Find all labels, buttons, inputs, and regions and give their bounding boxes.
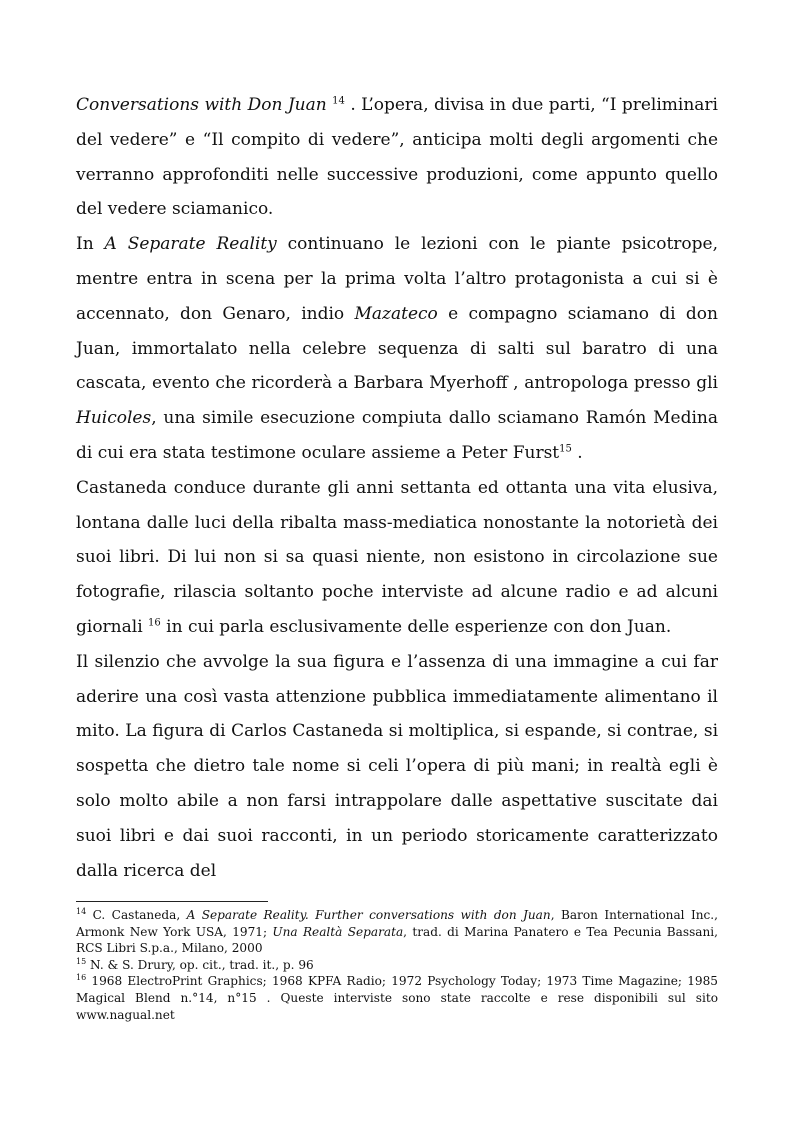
text-span: e compagno sciamano di don Juan, immortalato nella celebre sequenza di salti sul baratro di una cascata, evento che ricorderà a Barbara Myerhoff , antropologa presso gli (76, 303, 718, 394)
text-span: 1968 ElectroPrint Graphics; 1968 KPFA Radio; 1972 Psychology Today; 1973 Time Magazine; 1985 Magical Blend n.°14, n°15 . Queste interviste sono state raccolte e rese disponibili sul sito www.nagual.net (76, 974, 718, 1022)
text-span: , Baron International Inc., Armonk New York USA, 1971; (76, 908, 718, 939)
footnote-ref-15[interactable]: 15 (559, 443, 572, 455)
footnote-ref-14[interactable]: 14 (332, 95, 345, 107)
text-span: . L’opera, divisa in due parti, “I preliminari del vedere” e “Il compito di vedere”, anticipa molti degli argomenti che verranno approfonditi nelle successive produzioni, come appunto quello del vedere sciamanico. (76, 95, 718, 220)
book-title: Una Realtà Separata (272, 924, 404, 939)
footnote-14 (76, 907, 718, 957)
text-span: in cui parla esclusivamente delle esperienze con don Juan. (160, 616, 672, 637)
footnote-16 (76, 973, 718, 1023)
text-span: In (76, 234, 105, 255)
footnote-divider (76, 901, 268, 902)
text-span: , una simile esecuzione compiuta dallo sciamano Ramón Medina di cui era stata testimone oculare assieme a Peter Furst (76, 408, 718, 463)
body-text (76, 88, 718, 888)
footnote-ref-16[interactable]: 16 (148, 617, 161, 629)
book-title: A Separate Reality. Further conversations with don Juan (186, 908, 551, 922)
book-title: A Separate Reality (104, 234, 277, 255)
book-title: Conversations with Don Juan (76, 95, 327, 115)
footnote-number: 15 (76, 956, 87, 966)
paragraph-4 (76, 645, 718, 889)
paragraph-2 (76, 227, 718, 471)
text-span: , trad. di Marina Panatero e Tea Pecunia Bassani, RCS Libri S.p.a., Milano, 2000 (76, 924, 718, 956)
text-span: Il silenzio che avvolge la sua figura e l’assenza di una immagine a cui far aderire una così vasta attenzione pubblica immediatamente alimentano il mito. La figura di Carlos Castaneda si moltiplica, si espande, si contrae, si sospetta che dietro tale nome si celi l’opera di più mani; in realtà egli è solo molto abile a non farsi intrappolare dalle aspettative suscitate dai suoi libri e dai suoi racconti, in un periodo storicamente caratterizzato dalla ricerca del (76, 651, 718, 881)
footnote-number: 14 (76, 906, 87, 916)
italic-term: Huicoles (76, 408, 152, 429)
paragraph-1 (76, 88, 718, 227)
footnote-number: 16 (76, 973, 87, 983)
footnote-15 (76, 957, 718, 974)
text-span: continuano le lezioni con le piante psicotrope, mentre entra in scena per la prima volta l’altro protagonista a cui si è accennato, don Genaro, indio (76, 234, 718, 324)
footnotes (76, 907, 718, 1023)
paragraph-3 (76, 471, 718, 645)
text-span: C. Castaneda, (86, 908, 187, 922)
italic-term: Mazateco (354, 303, 438, 324)
text-span: Castaneda conduce durante gli anni settanta ed ottanta una vita elusiva, lontana dalle luci della ribalta mass-mediatica nonostante la notorietà dei suoi libri. Di lui non si sa quasi niente, non esistono in circolazione sue fotografie, rilascia soltanto poche interviste ad alcune radio e ad alcuni giornali (76, 477, 718, 637)
text-span: . (571, 442, 583, 463)
text-span: N. & S. Drury, op. cit., trad. it., p. 96 (86, 957, 314, 972)
